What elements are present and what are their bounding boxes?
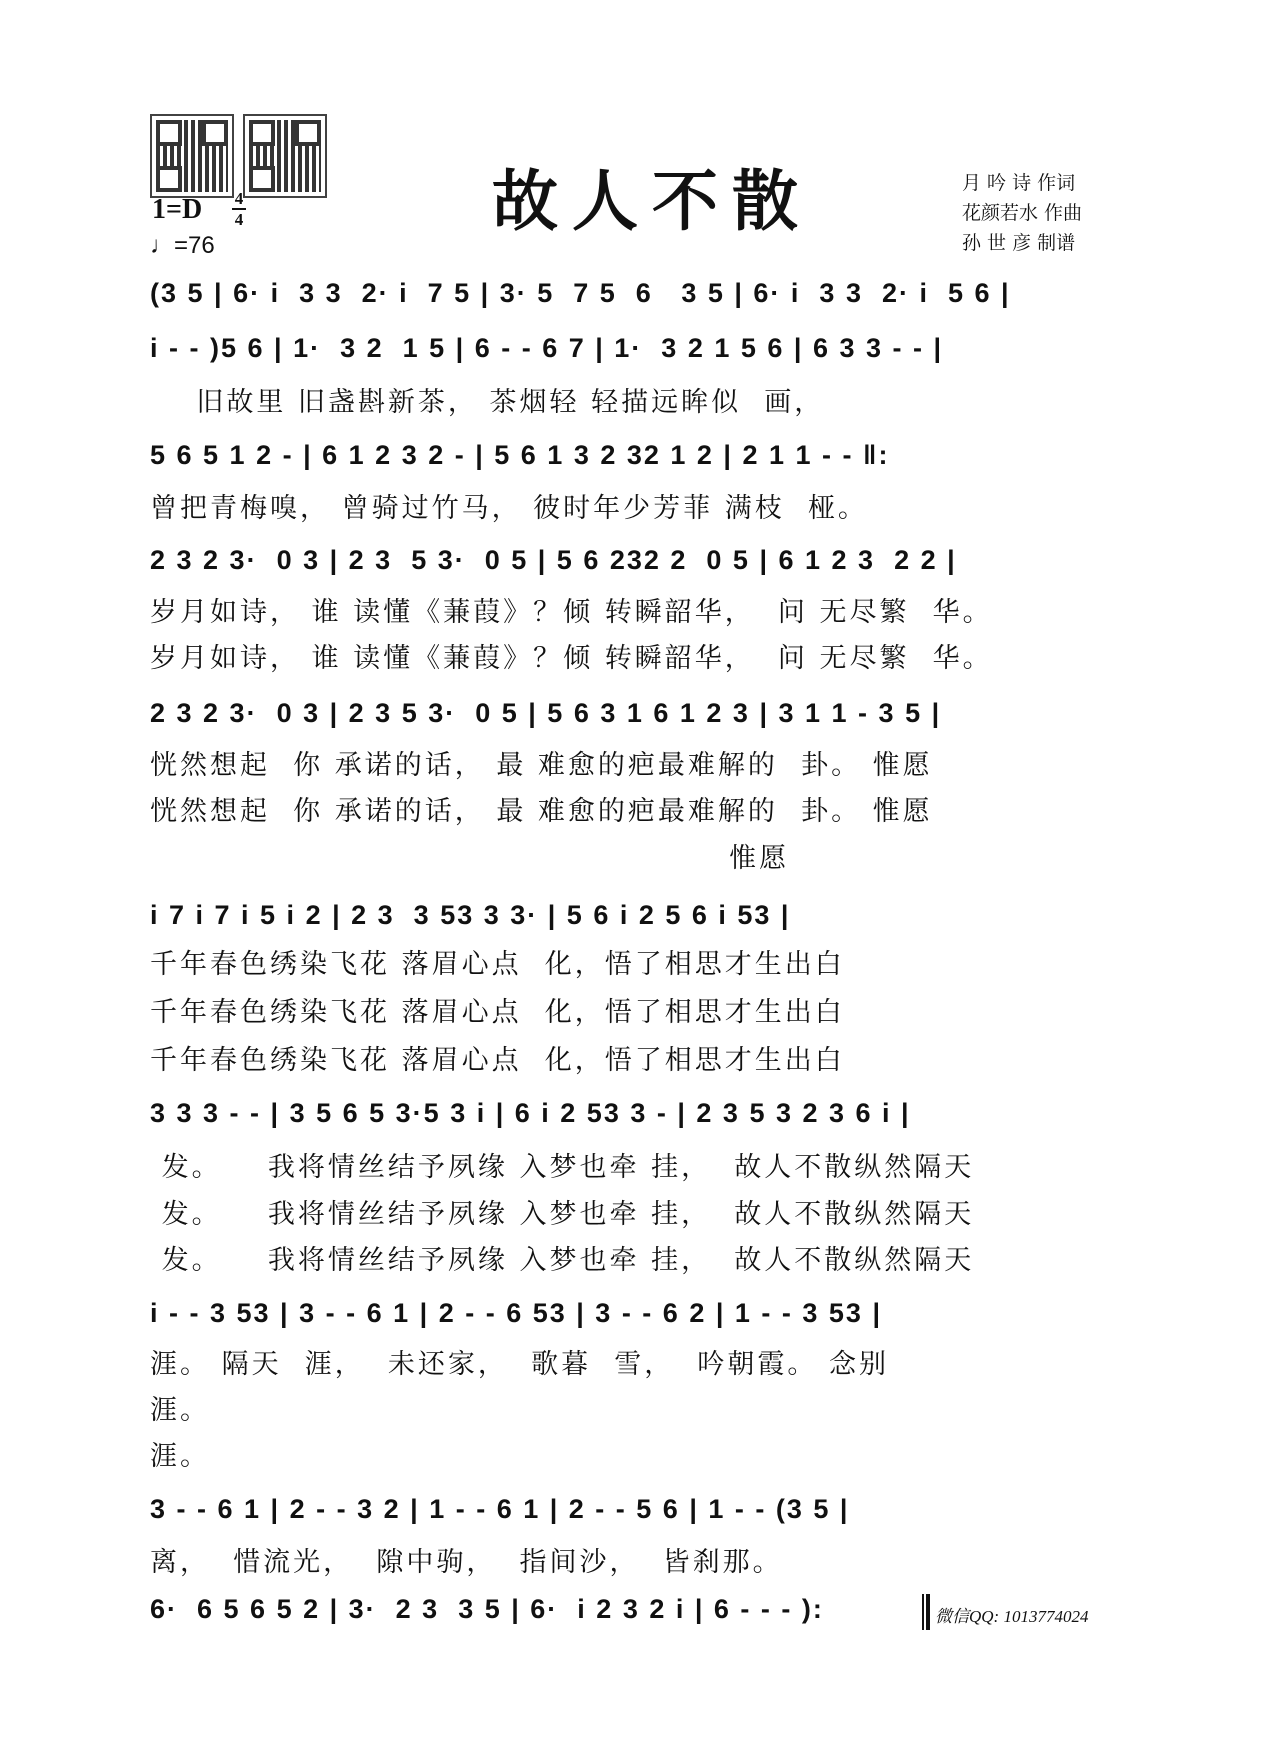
- lyric-line-5-3: 惟愿: [150, 843, 790, 874]
- lyric-line-2-1: 旧故里 旧盏斟新茶， 茶烟轻 轻描远眸似 画，: [150, 387, 825, 418]
- lyric-line-8-3: 涯。: [150, 1441, 210, 1472]
- time-signature: [232, 190, 246, 228]
- notation-line-3: 5 6 5 1 2 - | 6 1 2 3 2 - | 5 6 1 3 2 32 1 2 | 2 1 1 - - ‖:: [150, 440, 890, 470]
- lyric-line-5-2: 恍然想起 你 承诺的话， 最 难愈的疤最难解的 卦。 惟愿: [150, 796, 933, 827]
- contact-info: 微信QQ: 1013774024: [935, 1607, 1089, 1626]
- lyric-line-8-2: 涯。: [150, 1395, 210, 1426]
- lyric-line-7-1: 发。 我将情丝结予夙缘 入梦也牵 挂， 故人不散纵然隔天: [150, 1152, 975, 1183]
- lyric-line-8-1: 涯。 隔天 涯， 未还家， 歌暮 雪， 吟朝霞。 念别: [150, 1349, 889, 1380]
- notation-line-2: i - - )5 6 | 1· 3 2 1 5 | 6 - - 6 7 | 1· 3 2 1 5 6 | 6 3 3 - - |: [150, 333, 944, 363]
- notation-line-6: i 7 i 7 i 5 i 2 | 2 3 3 53 3 3· | 5 6 i 2 5 6 i 53 |: [150, 900, 791, 930]
- lyric-line-4-1: 岁月如诗， 谁 读懂《蒹葭》？倾 转瞬韶华， 问 无尽繁 华。: [150, 597, 993, 628]
- lyric-line-6-3: 千年春色绣染飞花 落眉心点 化，悟了相思才生出白: [150, 1045, 845, 1076]
- notation-line-10: 6· 6 5 6 5 2 | 3· 2 3 3 5 | 6· i 2 3 2 i | 6 - - - ):: [150, 1594, 824, 1624]
- notation-line-7: 3 3 3 - - | 3 5 6 5 3·5 3 i | 6 i 2 53 3 - | 2 3 5 3 2 3 6 i |: [150, 1098, 911, 1128]
- lyric-line-6-2: 千年春色绣染飞花 落眉心点 化，悟了相思才生出白: [150, 997, 845, 1028]
- qr-code-2: [245, 116, 325, 196]
- qr-code-1: [152, 116, 232, 196]
- notation-line-5: 2 3 2 3· 0 3 | 2 3 5 3· 0 5 | 5 6 3 1 6 1 2 3 | 3 1 1 - 3 5 |: [150, 698, 942, 728]
- lyric-line-3-1: 曾把青梅嗅， 曾骑过竹马， 彼时年少芳菲 满枝 桠。: [150, 493, 868, 524]
- notation-line-4: 2 3 2 3· 0 3 | 2 3 5 3· 0 5 | 5 6 232 2 0 5 | 6 1 2 3 2 2 |: [150, 545, 957, 575]
- notation-line-9: 3 - - 6 1 | 2 - - 3 2 | 1 - - 6 1 | 2 - - 5 6 | 1 - - (3 5 |: [150, 1494, 850, 1524]
- lyric-line-6-1: 千年春色绣染飞花 落眉心点 化，悟了相思才生出白: [150, 949, 845, 980]
- credit-lyricist: 月 吟 诗 作词: [962, 172, 1076, 194]
- time-sig-bottom: 4: [234, 210, 244, 229]
- lyric-line-7-2: 发。 我将情丝结予夙缘 入梦也牵 挂， 故人不散纵然隔天: [150, 1199, 975, 1230]
- notation-line-1: (3 5 | 6· i 3 3 2· i 7 5 | 3· 5 7 5 6 3 5 | 6· i 3 3 2· i 5 6 |: [150, 278, 1011, 308]
- lyric-line-5-1: 恍然想起 你 承诺的话， 最 难愈的疤最难解的 卦。 惟愿: [150, 750, 933, 781]
- notation-line-8: i - - 3 53 | 3 - - 6 1 | 2 - - 6 53 | 3 - - 6 2 | 1 - - 3 53 |: [150, 1298, 883, 1328]
- tempo-marking: ♩=76: [150, 232, 215, 259]
- credit-transcriber: 孙 世 彦 制谱: [962, 232, 1076, 254]
- time-sig-top: 4: [234, 189, 244, 208]
- credit-composer: 花颜若水 作曲: [962, 202, 1083, 224]
- lyric-line-7-3: 发。 我将情丝结予夙缘 入梦也牵 挂， 故人不散纵然隔天: [150, 1245, 975, 1276]
- credits: [962, 168, 1082, 258]
- lyric-line-9-1: 离， 惜流光， 隙中驹， 指间沙， 皆刹那。: [150, 1547, 783, 1578]
- key-signature: 1=D: [152, 194, 203, 225]
- final-double-barline: [922, 1594, 930, 1630]
- song-title: 故人不散: [492, 162, 812, 240]
- lyric-line-4-2: 岁月如诗， 谁 读懂《蒹葭》？倾 转瞬韶华， 问 无尽繁 华。: [150, 643, 993, 674]
